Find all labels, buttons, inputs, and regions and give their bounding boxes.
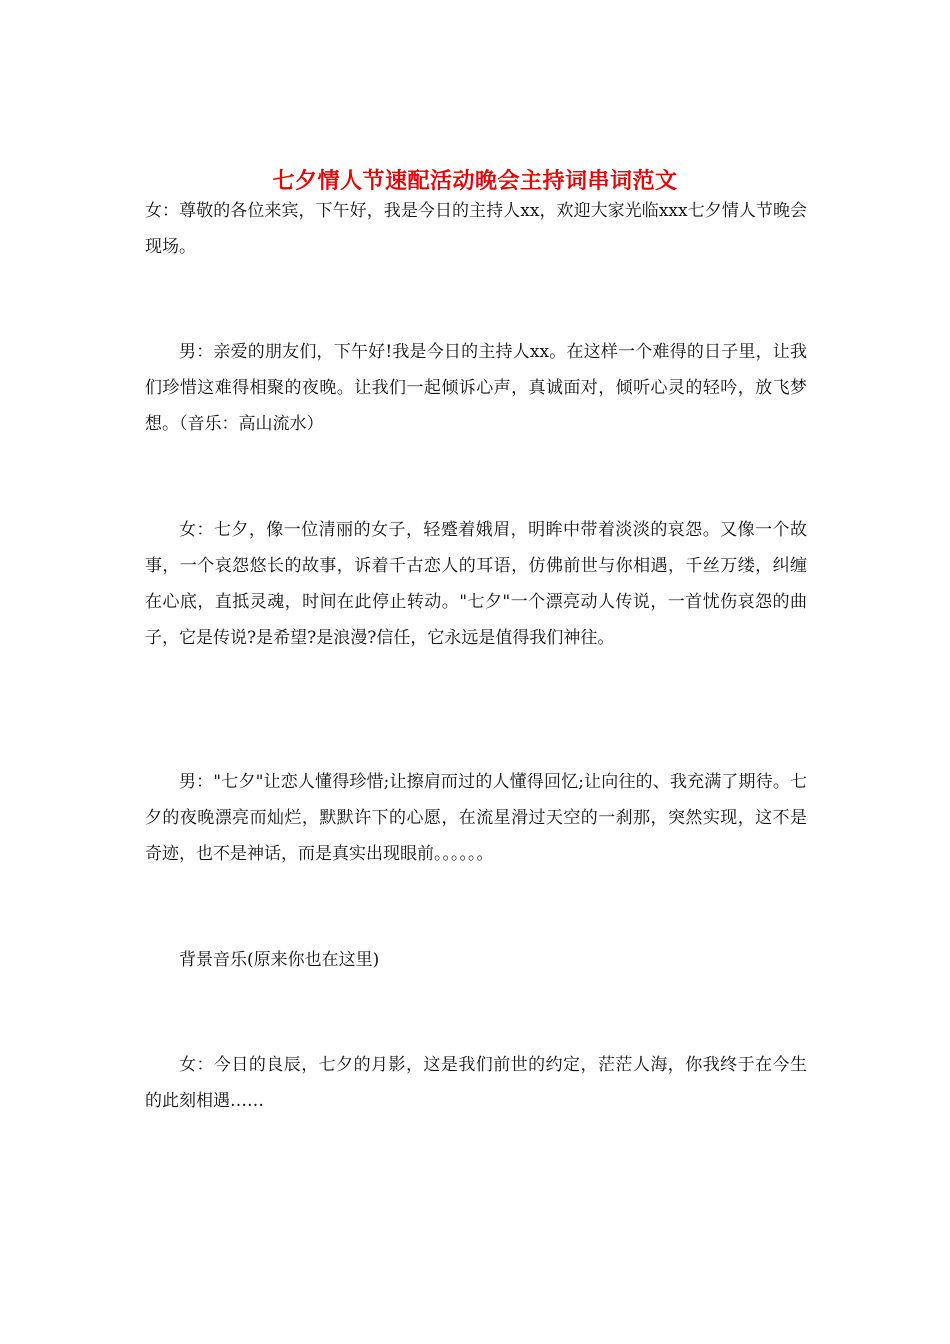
document-title: 七夕情人节速配活动晚会主持词串词范文: [272, 167, 678, 194]
paragraph-3: 女：七夕，像一位清丽的女子，轻蹙着娥眉，明眸中带着淡淡的哀怨。又像一个故事，一个哀怨悠长的故事，诉着千古恋人的耳语，仿佛前世与你相遇，千丝万缕，纠缠在心底，直抵灵魂，时间在此停止转动。"七夕"一个漂亮动人传说，一首忧伤哀怨的曲子，它是传说?是希望?是浪漫?信任，它永远是值得我们神往。: [145, 520, 807, 648]
paragraph-4: 男："七夕"让恋人懂得珍惜;让擦肩而过的人懂得回忆;让向往的、我充满了期待。七夕的夜晚漂亮而灿烂，默默许下的心愿，在流星滑过天空的一刹那，突然实现，这不是奇迹，也不是神话，而是真实出现眼前。。。。。。: [145, 772, 807, 864]
paragraph-6: 女：今日的良辰，七夕的月影，这是我们前世的约定，茫茫人海，你我终于在今生的此刻相遇……: [145, 1055, 807, 1111]
paragraph-2: 男：亲爱的朋友们，下午好!我是今日的主持人xx。在这样一个难得的日子里，让我们珍惜这难得相聚的夜晚。让我们一起倾诉心声，真诚面对，倾听心灵的轻吟，放飞梦想。（音乐：高山流水）: [145, 342, 807, 434]
paragraph-5: 背景音乐(原来你也在这里): [179, 950, 380, 970]
paragraph-1: 女：尊敬的各位来宾，下午好，我是今日的主持人xx，欢迎大家光临xxx七夕情人节晚会现场。: [145, 201, 807, 257]
